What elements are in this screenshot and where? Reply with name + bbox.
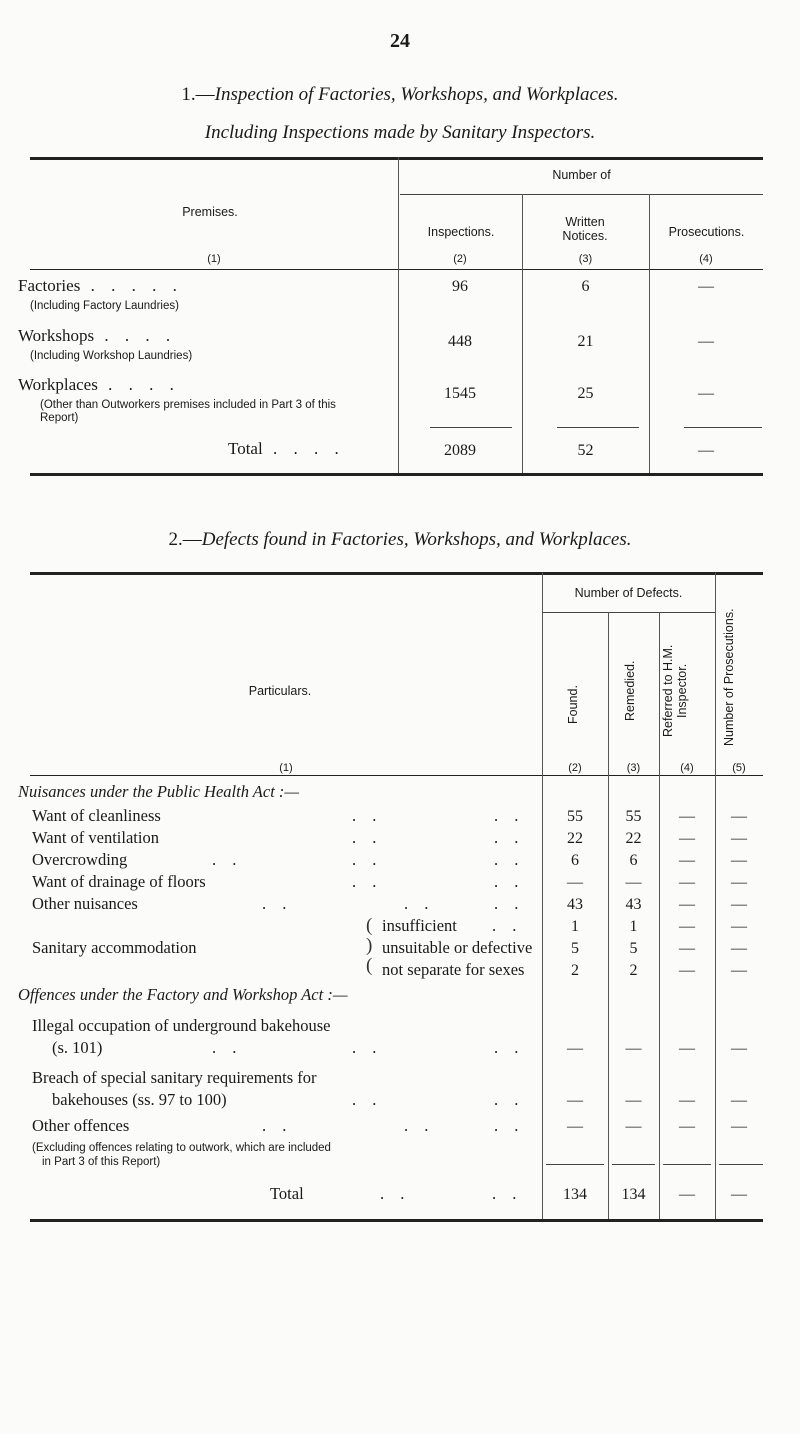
workplaces-sublabel: (Other than Outworkers premises included in Part 3 of this Report) xyxy=(40,399,336,424)
table1-row-label: Factories . . . . . xyxy=(18,276,183,295)
other-nuisances-remedied: 43 xyxy=(625,896,642,913)
sanitary-accommodation-label: Sanitary accommodation xyxy=(32,938,197,957)
table2-title-text: Defects found in Factories, Workshops, and Workplaces. xyxy=(201,529,632,550)
table1-header-written-notices: Written Notices. xyxy=(562,215,608,243)
other-offences-note-b: in Part 3 of this Report) xyxy=(42,1156,161,1168)
underground-bakehouse-found: — xyxy=(567,1040,583,1057)
table1-col2-number: (2) xyxy=(453,253,467,265)
workshops-inspections: 448 xyxy=(448,333,472,350)
insufficient-label: insufficient xyxy=(382,916,457,935)
table-row: Other nuisances . . . . . . xyxy=(32,894,525,913)
table1-title-text: Inspection of Factories, Workshops, and Workplaces. xyxy=(214,84,619,105)
factories-prosecutions: — xyxy=(698,278,714,295)
underground-bakehouse-referred: — xyxy=(679,1040,695,1057)
table1-total-row: Total . . . . xyxy=(228,439,345,458)
table2-title-number: 2.— xyxy=(168,529,202,550)
subtotal-rule xyxy=(430,427,512,428)
ventilation-found: 22 xyxy=(567,830,583,847)
table2-subheader-rule xyxy=(543,612,715,613)
table-row: Other offences . . . . . . xyxy=(32,1116,525,1135)
table-row: insufficient . . xyxy=(382,916,523,935)
overcrowding-referred: — xyxy=(679,852,695,869)
table1-total-label: Total xyxy=(228,439,263,458)
underground-bakehouse-label-a: Illegal occupation of underground bakehouse xyxy=(32,1016,331,1035)
overcrowding-label: Overcrowding xyxy=(32,850,128,869)
table2 xyxy=(18,572,763,1168)
factories-sublabel: (Including Factory Laundries) xyxy=(30,300,179,312)
workplaces-inspections: 1545 xyxy=(444,385,476,402)
table2-header-remedied: Remedied. xyxy=(623,660,637,722)
breach-sanitary-remedied: — xyxy=(625,1092,642,1109)
cleanliness-referred: — xyxy=(679,808,695,825)
table2-total-prosecutions: — xyxy=(731,1186,747,1203)
table2-header-number-of-defects: Number of Defects. xyxy=(574,586,683,600)
table1-total-inspections: 2089 xyxy=(444,442,476,459)
table1-title-number: 1.— xyxy=(181,84,215,105)
table1-total-prosecutions: — xyxy=(698,442,714,459)
subtotal-rule xyxy=(612,1164,655,1165)
overcrowding-prosecutions: — xyxy=(731,852,747,869)
other-nuisances-label: Other nuisances xyxy=(32,894,138,913)
factories-inspections: 96 xyxy=(452,278,468,295)
workshops-notices: 21 xyxy=(577,333,594,350)
other-nuisances-prosecutions: — xyxy=(731,896,747,913)
table1-col1-number: (1) xyxy=(207,253,221,265)
table2-header-rule xyxy=(30,775,763,776)
table1-subheader-rule xyxy=(400,194,763,195)
want-of-cleanliness-label: Want of cleanliness xyxy=(32,806,161,825)
not-separate-found: 2 xyxy=(571,962,579,979)
unsuitable-referred: — xyxy=(679,940,695,957)
factories-notices: 6 xyxy=(581,278,590,295)
unsuitable-found: 5 xyxy=(571,940,579,957)
table1-header-rule xyxy=(30,269,763,270)
workshops-sublabel: (Including Workshop Laundries) xyxy=(30,350,193,362)
want-of-drainage-label: Want of drainage of floors xyxy=(32,872,206,891)
workplaces-prosecutions: — xyxy=(698,385,714,402)
page-number: 24 xyxy=(390,30,410,52)
table2-total-row: Total . . . . xyxy=(270,1184,523,1203)
breach-sanitary-found: — xyxy=(567,1092,583,1109)
table-row: Overcrowding . . . . . . xyxy=(32,850,525,869)
unsuitable-remedied: 5 xyxy=(629,940,638,957)
other-offences-note-a: (Excluding offences relating to outwork, which are included xyxy=(32,1142,331,1154)
underground-bakehouse-remedied: — xyxy=(625,1040,642,1057)
table-row: (s. 101) . . . . . . xyxy=(52,1038,525,1057)
cleanliness-prosecutions: — xyxy=(731,808,747,825)
unsuitable-label: unsuitable or defective xyxy=(382,938,533,957)
brace-icon: ( ) ( xyxy=(366,915,373,976)
insufficient-referred: — xyxy=(679,918,695,935)
table1-col4-number: (4) xyxy=(699,253,713,265)
workplaces-notices: 25 xyxy=(577,385,594,402)
table2-total-found: 134 xyxy=(563,1186,587,1203)
workshops-prosecutions: — xyxy=(698,333,714,350)
subtotal-rule xyxy=(684,427,762,428)
ventilation-prosecutions: — xyxy=(731,830,747,847)
subtotal-rule xyxy=(719,1164,763,1165)
table1-header-prosecutions: Prosecutions. xyxy=(668,225,745,239)
drainage-found: — xyxy=(567,874,583,891)
other-offences-prosecutions: — xyxy=(731,1118,747,1135)
table2-total-remedied: 134 xyxy=(621,1186,646,1203)
table2-col2-number: (2) xyxy=(568,762,582,774)
overcrowding-found: 6 xyxy=(571,852,579,869)
other-offences-referred: — xyxy=(679,1118,695,1135)
table1-total-notices: 52 xyxy=(577,442,594,459)
table1-top-rule xyxy=(30,157,763,160)
other-offences-label: Other offences xyxy=(32,1116,130,1135)
table1-header-number-of: Number of xyxy=(552,168,611,182)
table2-header-found: Found. xyxy=(566,685,580,725)
factories-label: Factories xyxy=(18,276,81,295)
table-row: Want of ventilation . . . . xyxy=(32,828,525,847)
subtotal-rule xyxy=(663,1164,711,1165)
table2-col5-number: (5) xyxy=(732,762,746,774)
table-row: Want of drainage of floors . . . . xyxy=(32,872,525,891)
not-separate-referred: — xyxy=(679,962,695,979)
table2-header-prosecutions: Number of Prosecutions. xyxy=(722,608,736,746)
cleanliness-remedied: 55 xyxy=(625,808,642,825)
table2-col1-number: (1) xyxy=(279,762,293,774)
table1-title xyxy=(0,84,800,106)
table1 xyxy=(18,157,763,475)
table2-total-label: Total xyxy=(270,1184,304,1203)
underground-bakehouse-label-b: (s. 101) xyxy=(52,1038,103,1057)
overcrowding-remedied: 6 xyxy=(629,852,638,869)
table1-bottom-rule xyxy=(30,473,763,476)
breach-sanitary-prosecutions: — xyxy=(731,1092,747,1109)
not-separate-label: not separate for sexes xyxy=(382,960,525,979)
unsuitable-prosecutions: — xyxy=(731,940,747,957)
table1-row-label: Workplaces . . . . xyxy=(18,375,180,394)
table1-row-label: Workshops . . . . xyxy=(18,326,177,345)
breach-sanitary-label-b: bakehouses (ss. 97 to 100) xyxy=(52,1090,227,1109)
insufficient-found: 1 xyxy=(571,918,579,935)
not-separate-prosecutions: — xyxy=(731,962,747,979)
cleanliness-found: 55 xyxy=(567,808,583,825)
table-row: Want of cleanliness . . . . xyxy=(32,806,525,825)
workplaces-label: Workplaces xyxy=(18,375,98,394)
section-public-health-act: Nuisances under the Public Health Act :— xyxy=(18,782,300,801)
table2-header-referred: Referred to H.M. Inspector. xyxy=(661,644,689,738)
ventilation-referred: — xyxy=(679,830,695,847)
section-factory-workshop-act: Offences under the Factory and Workshop Act :— xyxy=(18,985,348,1004)
other-nuisances-referred: — xyxy=(679,896,695,913)
table1-subtitle: Including Inspections made by Sanitary Inspectors. xyxy=(204,122,596,143)
table2-col3-number: (3) xyxy=(626,762,641,774)
insufficient-prosecutions: — xyxy=(731,918,747,935)
other-nuisances-found: 43 xyxy=(567,896,583,913)
other-offences-found: — xyxy=(567,1118,583,1135)
drainage-prosecutions: — xyxy=(731,874,747,891)
not-separate-remedied: 2 xyxy=(629,962,638,979)
drainage-remedied: — xyxy=(625,874,642,891)
drainage-referred: — xyxy=(679,874,695,891)
table2-top-rule xyxy=(30,572,763,575)
insufficient-remedied: 1 xyxy=(629,918,638,935)
table2-final-rule xyxy=(30,1219,763,1222)
underground-bakehouse-prosecutions: — xyxy=(731,1040,747,1057)
table1-col3-number: (3) xyxy=(578,253,593,265)
subtotal-rule xyxy=(546,1164,604,1165)
table2-title xyxy=(0,529,800,551)
breach-sanitary-label-a: Breach of special sanitary requirements for xyxy=(32,1068,317,1087)
ventilation-remedied: 22 xyxy=(625,830,642,847)
subtotal-rule xyxy=(557,427,639,428)
table1-header-inspections: Inspections. xyxy=(427,225,495,239)
want-of-ventilation-label: Want of ventilation xyxy=(32,828,159,847)
workshops-label: Workshops xyxy=(18,326,95,345)
breach-sanitary-referred: — xyxy=(679,1092,695,1109)
table2-col4-number: (4) xyxy=(680,762,694,774)
table2-header-particulars: Particulars. xyxy=(248,684,312,698)
table-row: bakehouses (ss. 97 to 100) . . . . xyxy=(52,1090,525,1109)
table2-total-referred: — xyxy=(679,1186,695,1203)
other-offences-remedied: — xyxy=(625,1118,642,1135)
table2-total-section xyxy=(30,1164,763,1224)
table1-col-divider-1 xyxy=(398,157,399,473)
table1-header-premises: Premises. xyxy=(182,205,238,219)
